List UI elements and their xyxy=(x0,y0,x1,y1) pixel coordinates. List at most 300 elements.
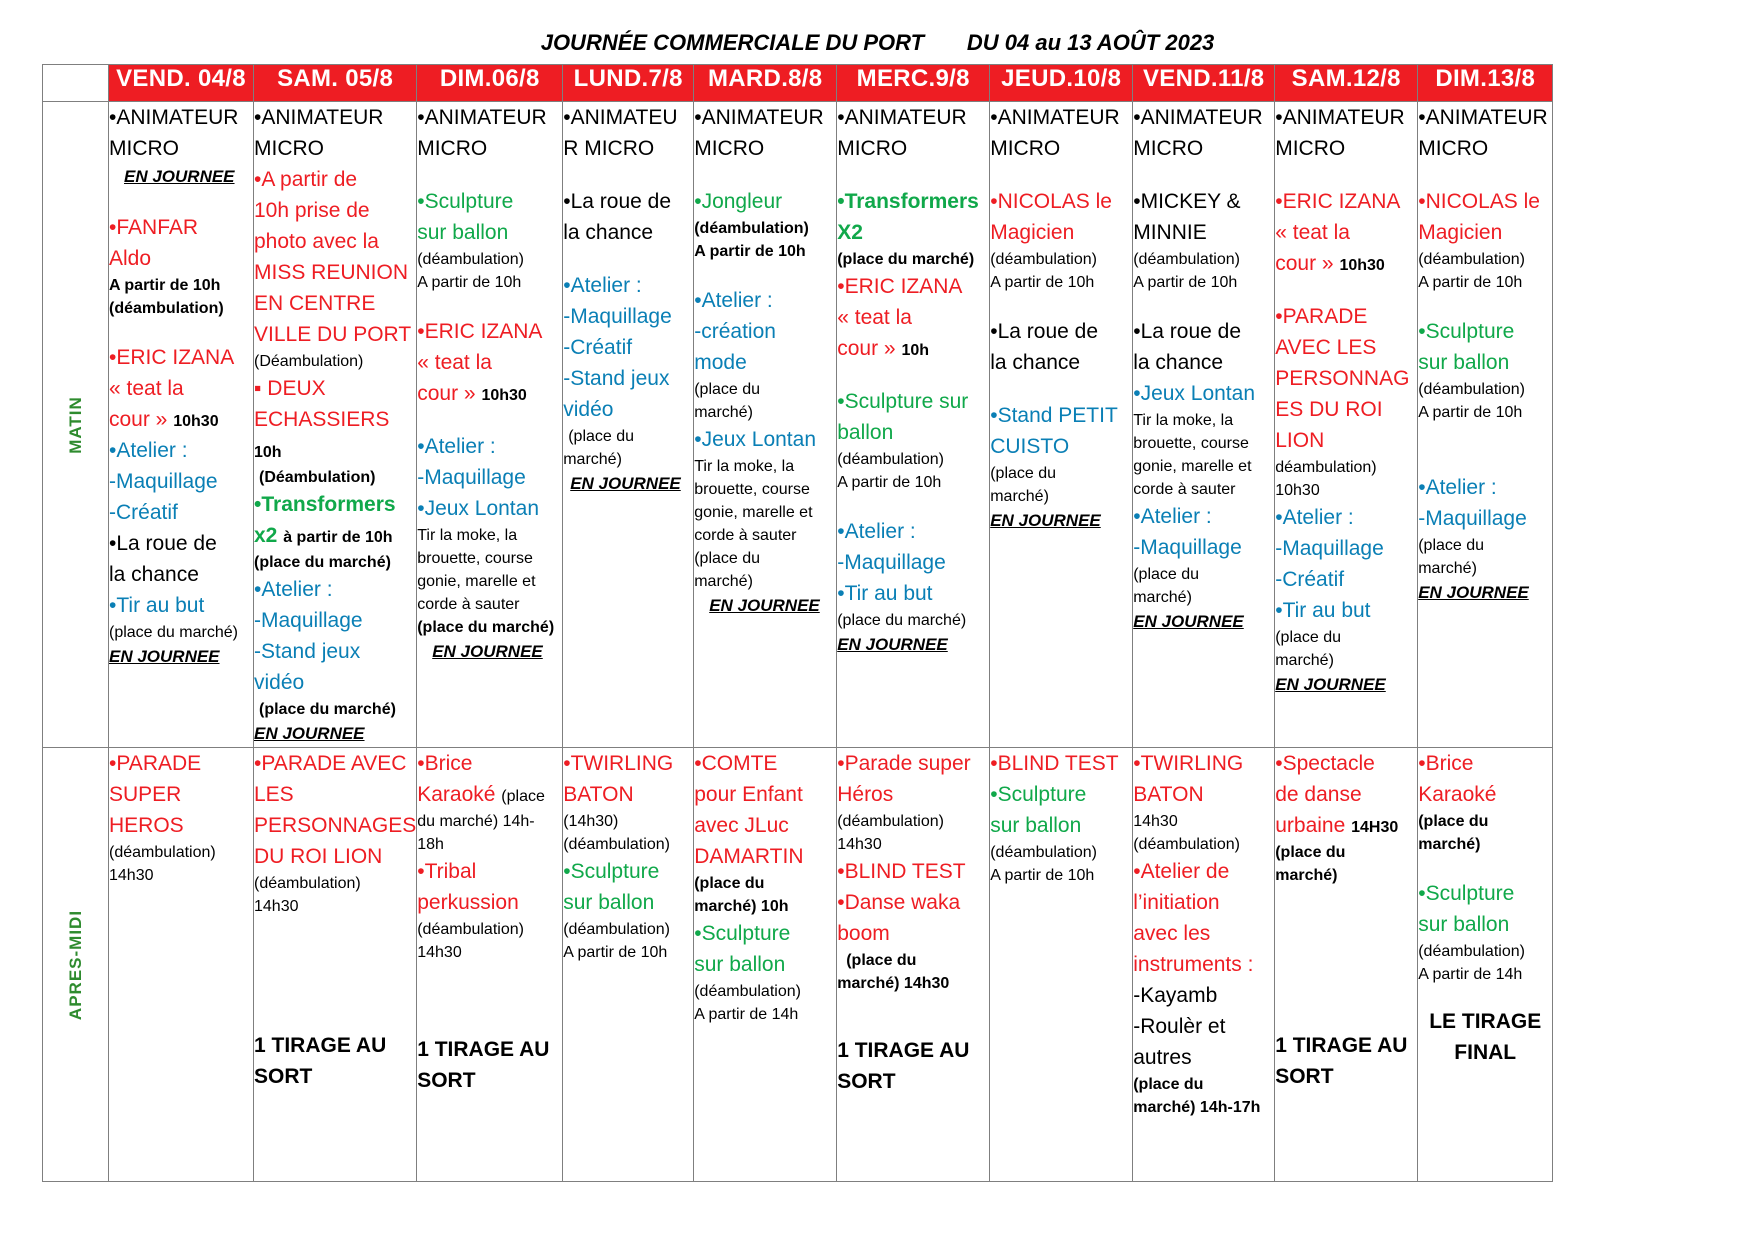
entry-time: 14H30 xyxy=(1351,819,1399,836)
entry: MICRO xyxy=(694,137,765,160)
entry: Magicien xyxy=(1418,221,1503,244)
entry: MICRO xyxy=(1133,137,1204,160)
en-journee: EN JOURNEE xyxy=(432,642,543,661)
entry: -Maquillage xyxy=(563,305,672,328)
entry: « teat la xyxy=(109,377,184,400)
entry-time: 10h xyxy=(254,444,282,461)
entry: -Maquillage xyxy=(109,470,218,493)
entry: R MICRO xyxy=(563,137,655,160)
entry-time: à partir de 10h xyxy=(283,529,393,546)
entry: Tir la moke, la xyxy=(1133,412,1234,429)
entry: 14h30 xyxy=(254,898,299,915)
entry: MICRO xyxy=(109,137,179,160)
entry: -Roulèr et xyxy=(1133,1015,1226,1038)
entry: brouette, course xyxy=(694,481,810,498)
header-row xyxy=(43,65,1553,102)
entry: (place du xyxy=(694,381,761,398)
entry: (déambulation) xyxy=(990,844,1097,861)
entry: (déambulation) xyxy=(694,983,801,1000)
entry: (déambulation) xyxy=(563,921,670,938)
entry: CUISTO xyxy=(990,435,1070,458)
morning-label-cell xyxy=(43,102,109,748)
entry: • ANIMATEUR xyxy=(109,102,253,133)
entry: -Maquillage xyxy=(417,466,526,489)
afternoon-cell-day5 xyxy=(694,748,837,1182)
morning-cell-day7 xyxy=(990,102,1133,748)
entry: (place du xyxy=(568,428,635,445)
entry: (déambulation) xyxy=(694,220,809,237)
entry: • Atelier : xyxy=(109,435,253,466)
entry: • Atelier : xyxy=(254,574,416,605)
morning-cell-day6 xyxy=(837,102,990,748)
entry: 14h30 xyxy=(417,944,462,961)
entry: sur ballon xyxy=(563,891,655,914)
entry: ▪ DEUX xyxy=(254,377,326,400)
entry: marché) xyxy=(990,488,1049,505)
entry: (place du marché) xyxy=(837,612,967,629)
entry: (déambulation) xyxy=(1418,381,1525,398)
entry: • Sculpture xyxy=(563,856,693,887)
entry: avec les xyxy=(1133,922,1211,945)
entry: DAMARTIN xyxy=(694,845,804,868)
entry: gonie, marelle et xyxy=(417,573,536,590)
entry: ES DU ROI xyxy=(1275,398,1383,421)
square-bullet-icon: ▪ xyxy=(254,377,262,400)
tirage-text: 1 TIRAGE AU xyxy=(837,1039,970,1062)
entry: • PARADE xyxy=(1275,301,1417,332)
entry: Tir la moke, la xyxy=(417,527,518,544)
entry: -Créatif xyxy=(109,501,178,524)
entry: sur ballon xyxy=(694,953,786,976)
afternoon-row xyxy=(43,748,1553,1182)
morning-cell-day10 xyxy=(1418,102,1553,748)
entry: marché) xyxy=(1275,652,1334,669)
en-journee: EN JOURNEE xyxy=(1275,675,1386,694)
entry: MICRO xyxy=(254,137,324,160)
entry: (14h30) xyxy=(563,813,619,830)
entry: (déambulation) xyxy=(109,844,216,861)
entry: A partir de 10h xyxy=(837,474,942,491)
entry: perkussion xyxy=(417,891,519,914)
en-journee: EN JOURNEE xyxy=(709,596,820,615)
en-journee: EN JOURNEE xyxy=(109,647,220,666)
en-journee: EN JOURNEE xyxy=(837,635,948,654)
entry: A partir de 14h xyxy=(694,1006,799,1023)
entry: (place du xyxy=(990,465,1057,482)
entry: • Parade super xyxy=(837,748,989,779)
entry: pour Enfant xyxy=(694,783,803,806)
entry: • La roue de xyxy=(563,186,693,217)
entry: • Tir au but xyxy=(109,590,253,621)
entry: A partir de 10h xyxy=(1133,274,1238,291)
day-header: SAM.12/8 xyxy=(1275,65,1418,102)
morning-cell-day8 xyxy=(1133,102,1275,748)
entry: (place du xyxy=(1275,629,1342,646)
day-header: DIM.06/8 xyxy=(417,65,563,102)
entry: corde à sauter xyxy=(694,527,797,544)
entry: • Atelier : xyxy=(1275,502,1417,533)
entry: (déambulation) xyxy=(1133,836,1240,853)
entry: • Brice xyxy=(417,752,472,775)
entry: Karaoké xyxy=(1418,783,1497,806)
entry: • ANIMATEU xyxy=(563,102,693,133)
en-journee: EN JOURNEE xyxy=(254,724,365,743)
entry: • ANIMATEUR xyxy=(694,102,836,133)
entry: • Jeux Lontan xyxy=(694,424,836,455)
entry: ECHASSIERS xyxy=(254,408,390,431)
entry: • ERIC IZANA xyxy=(837,271,989,302)
entry: marché) xyxy=(1133,589,1192,606)
entry: sur ballon xyxy=(417,221,509,244)
entry: X2 xyxy=(837,221,863,244)
afternoon-cell-day10 xyxy=(1418,748,1553,1182)
entry: (déambulation) xyxy=(1133,251,1240,268)
afternoon-label: APRES-MIDI xyxy=(65,909,85,1020)
entry: brouette, course xyxy=(417,550,533,567)
entry: (Déambulation) xyxy=(254,353,364,370)
entry: corde à sauter xyxy=(1133,481,1236,498)
afternoon-cell-day4 xyxy=(563,748,694,1182)
day-header: DIM.13/8 xyxy=(1418,65,1553,102)
entry: • ANIMATEUR xyxy=(1418,102,1552,133)
entry: A partir de 10h xyxy=(990,274,1095,291)
morning-cell-day3 xyxy=(417,102,563,748)
entry: BATON xyxy=(563,783,634,806)
entry: • ANIMATEUR xyxy=(254,102,416,133)
entry: (place du xyxy=(846,952,917,969)
entry: cour » xyxy=(417,382,476,405)
entry: la chance xyxy=(990,351,1081,374)
entry: sur ballon xyxy=(1418,913,1510,936)
entry: (place du marché) xyxy=(417,619,555,636)
entry: EN CENTRE xyxy=(254,292,376,315)
entry: autres xyxy=(1133,1046,1192,1069)
entry: avec JLuc xyxy=(694,814,789,837)
entry: (Déambulation) xyxy=(259,469,376,486)
entry: LES xyxy=(254,783,294,806)
entry: • TWIRLING xyxy=(563,748,693,779)
entry: cour » xyxy=(109,408,168,431)
entry: x2 xyxy=(254,524,278,547)
entry: la chance xyxy=(1133,351,1224,374)
tirage-text: SORT xyxy=(1275,1065,1334,1088)
entry: • MICKEY & xyxy=(1133,186,1274,217)
entry: • ANIMATEUR xyxy=(837,102,989,133)
entry: sur ballon xyxy=(990,814,1082,837)
entry: • Sculpture xyxy=(417,186,562,217)
en-journee: EN JOURNEE xyxy=(1418,583,1529,602)
tirage-text: SORT xyxy=(254,1065,313,1088)
entry: gonie, marelle et xyxy=(1133,458,1252,475)
entry: instruments : xyxy=(1133,953,1254,976)
entry: HEROS xyxy=(109,814,184,837)
entry: 14h30 xyxy=(1133,813,1178,830)
entry: cour » xyxy=(1275,252,1334,275)
entry: • A partir de xyxy=(254,164,416,195)
tirage-text: 1 TIRAGE AU xyxy=(1275,1034,1408,1057)
entry: • La roue de xyxy=(1133,316,1274,347)
entry: PERSONNAGES xyxy=(254,814,417,837)
entry: boom xyxy=(837,922,890,945)
entry-time: 10h30 xyxy=(481,387,527,404)
entry: • Atelier de xyxy=(1133,856,1274,887)
entry: MICRO xyxy=(837,137,908,160)
entry: • Sculpture sur xyxy=(837,386,989,417)
tirage-text: 1 TIRAGE AU xyxy=(417,1038,550,1061)
day-header: SAM. 05/8 xyxy=(254,65,417,102)
entry: A partir de 10h xyxy=(109,277,221,294)
entry: la chance xyxy=(109,563,199,586)
day-header: MERC.9/8 xyxy=(837,65,990,102)
entry: BATON xyxy=(1133,783,1204,806)
entry: (place du xyxy=(1418,537,1485,554)
en-journee: EN JOURNEE xyxy=(570,474,681,493)
entry: • Atelier : xyxy=(563,270,693,301)
day-header: LUND.7/8 xyxy=(563,65,694,102)
entry: MICRO xyxy=(417,137,488,160)
entry: (place du xyxy=(1275,844,1346,861)
page-title: JOURNÉE COMMERCIALE DU PORT DU 04 au 13 AOÛT 2023 xyxy=(540,30,1215,55)
entry: (déambulation) xyxy=(417,921,524,938)
entry: marché) xyxy=(1418,560,1477,577)
entry: • Tir au but xyxy=(837,578,989,609)
entry: A partir de 10h xyxy=(417,274,522,291)
entry: marché) xyxy=(694,573,753,590)
entry: (place du marché) xyxy=(254,554,391,571)
entry: (place du marché) xyxy=(109,624,238,641)
entry: • Jongleur xyxy=(694,186,836,217)
entry: corde à sauter xyxy=(417,596,520,613)
entry: • Sculpture xyxy=(1418,316,1552,347)
entry: (place du xyxy=(1133,1076,1204,1093)
entry: PERSONNAG xyxy=(1275,367,1410,390)
entry: Karaoké xyxy=(417,783,496,806)
entry: • Sculpture xyxy=(990,779,1132,810)
entry: 14h30 xyxy=(109,867,154,884)
entry: (déambulation) xyxy=(417,251,524,268)
entry: Tir la moke, la xyxy=(694,458,795,475)
entry: MISS REUNION xyxy=(254,261,409,284)
entry: • ANIMATEUR xyxy=(1275,102,1417,133)
entry: • Stand PETIT xyxy=(990,400,1132,431)
tirage-text: SORT xyxy=(417,1069,476,1092)
entry: • Spectacle xyxy=(1275,748,1417,779)
entry: photo avec la xyxy=(254,230,379,253)
afternoon-label-cell xyxy=(43,748,109,1182)
entry: (place du xyxy=(1418,813,1489,830)
entry: A partir de 10h xyxy=(990,867,1095,884)
entry: déambulation) xyxy=(1275,459,1377,476)
entry: • ERIC IZANA xyxy=(417,316,562,347)
entry: • Atelier : xyxy=(1418,472,1552,503)
entry: 10h30 xyxy=(1275,482,1320,499)
entry: -Stand jeux xyxy=(254,640,361,663)
entry: de danse xyxy=(1275,783,1362,806)
entry: -création xyxy=(694,320,776,343)
entry: -Maquillage xyxy=(1133,536,1242,559)
entry: « teat la xyxy=(837,306,912,329)
entry: • TWIRLING xyxy=(1133,748,1274,779)
entry: • Sculpture xyxy=(1418,878,1552,909)
day-header: VEND.11/8 xyxy=(1133,65,1275,102)
entry: -Créatif xyxy=(1275,568,1345,591)
entry: VILLE DU PORT xyxy=(254,323,412,346)
entry: « teat la xyxy=(417,351,492,374)
day-header: MARD.8/8 xyxy=(694,65,837,102)
afternoon-cell-day9 xyxy=(1275,748,1418,1182)
entry: MICRO xyxy=(990,137,1061,160)
en-journee: EN JOURNEE xyxy=(990,511,1101,530)
entry: cour » xyxy=(837,337,896,360)
entry: • BLIND TEST xyxy=(990,748,1132,779)
entry: Magicien xyxy=(990,221,1075,244)
entry: • ERIC IZANA xyxy=(1275,186,1417,217)
entry: Aldo xyxy=(109,247,152,270)
entry: (place du xyxy=(694,550,761,567)
entry: (déambulation) xyxy=(109,300,224,317)
entry: • Atelier : xyxy=(694,285,836,316)
entry: -Maquillage xyxy=(837,551,946,574)
tirage-text: SORT xyxy=(837,1070,896,1093)
entry-time: 10h xyxy=(901,342,930,359)
morning-cell-day5 xyxy=(694,102,837,748)
entry-time: 10h30 xyxy=(173,413,219,430)
entry: • Atelier : xyxy=(1133,501,1274,532)
entry: la chance xyxy=(563,221,654,244)
entry: marché) xyxy=(563,451,622,468)
morning-cell-day9 xyxy=(1275,102,1418,748)
entry: • BLIND TEST xyxy=(837,856,989,887)
entry: A partir de 10h xyxy=(694,243,806,260)
entry: (place du xyxy=(1133,566,1200,583)
entry: LION xyxy=(1275,429,1325,452)
entry: -Créatif xyxy=(563,336,633,359)
entry: brouette, course xyxy=(1133,435,1249,452)
entry: • Transformers xyxy=(254,489,416,520)
entry: • ANIMATEUR xyxy=(417,102,562,133)
entry: (déambulation) xyxy=(563,836,670,853)
morning-cell-day1 xyxy=(109,102,254,748)
morning-cell-day4 xyxy=(563,102,694,748)
entry: -Stand jeux xyxy=(563,367,670,390)
entry: (déambulation) xyxy=(990,251,1097,268)
entry: • FANFAR xyxy=(109,212,253,243)
entry: MICRO xyxy=(1418,137,1489,160)
entry: (place du marché) xyxy=(837,251,975,268)
entry: • La roue de xyxy=(109,528,253,559)
en-journee: EN JOURNEE xyxy=(1133,612,1244,631)
entry: A partir de 10h xyxy=(1418,274,1523,291)
entry: marché) 14h30 xyxy=(837,975,950,992)
afternoon-cell-day2 xyxy=(254,748,417,1182)
entry: • Jeux Lontan xyxy=(417,493,562,524)
corner-cell xyxy=(43,65,109,102)
entry: • Sculpture xyxy=(694,918,836,949)
entry: • COMTE xyxy=(694,748,836,779)
entry: • Danse waka xyxy=(837,887,989,918)
entry: • Atelier : xyxy=(837,516,989,547)
afternoon-cell-day6 xyxy=(837,748,990,1182)
entry: marché) xyxy=(1418,836,1481,853)
entry: • Atelier : xyxy=(417,431,562,462)
entry: 14h30 xyxy=(837,836,882,853)
entry: -Maquillage xyxy=(1275,537,1384,560)
entry: • PARADE AVEC xyxy=(254,748,416,779)
entry: marché) 14h-17h xyxy=(1133,1099,1261,1116)
entry: vidéo xyxy=(254,671,305,694)
entry: ballon xyxy=(837,421,894,444)
afternoon-cell-day1 xyxy=(109,748,254,1182)
entry: Héros xyxy=(837,783,894,806)
entry: MICRO xyxy=(1275,137,1346,160)
entry: • Jeux Lontan xyxy=(1133,378,1274,409)
entry: • Transformers xyxy=(837,186,989,217)
entry: • PARADE xyxy=(109,748,253,779)
entry: du marché) 14h- xyxy=(417,813,535,830)
tirage-text: FINAL xyxy=(1454,1041,1517,1064)
entry: • Tribal xyxy=(417,856,562,887)
entry: l’initiation xyxy=(1133,891,1220,914)
morning-label: MATIN xyxy=(65,395,85,454)
entry: • ANIMATEUR xyxy=(990,102,1132,133)
tirage-text: 1 TIRAGE AU xyxy=(254,1034,387,1057)
entry: • NICOLAS le xyxy=(1418,186,1552,217)
entry: (déambulation) xyxy=(254,875,361,892)
entry: • Brice xyxy=(1418,748,1552,779)
entry: • La roue de xyxy=(990,316,1132,347)
entry: (place du xyxy=(694,875,765,892)
entry: « teat la xyxy=(1275,221,1350,244)
entry: urbaine xyxy=(1275,814,1346,837)
entry: A partir de 10h xyxy=(1418,404,1523,421)
entry: AVEC LES xyxy=(1275,336,1377,359)
schedule-table xyxy=(42,64,1553,1182)
morning-cell-day2 xyxy=(254,102,417,748)
morning-row xyxy=(43,102,1553,748)
afternoon-cell-day7 xyxy=(990,748,1133,1182)
entry: (place xyxy=(501,788,545,805)
entry: (place du marché) xyxy=(259,701,396,718)
entry: sur ballon xyxy=(1418,351,1510,374)
day-header: JEUD.10/8 xyxy=(990,65,1133,102)
entry: DU ROI LION xyxy=(254,845,383,868)
entry: gonie, marelle et xyxy=(694,504,813,521)
entry: (déambulation) xyxy=(837,451,944,468)
tirage-text: LE TIRAGE xyxy=(1429,1010,1542,1033)
entry-time: 10h30 xyxy=(1339,257,1385,274)
entry: A partir de 10h xyxy=(563,944,668,961)
entry: vidéo xyxy=(563,398,614,421)
entry: -Maquillage xyxy=(1418,507,1527,530)
entry: mode xyxy=(694,351,747,374)
entry: SUPER xyxy=(109,783,182,806)
entry: -Maquillage xyxy=(254,609,363,632)
entry: marché) 10h xyxy=(694,898,789,915)
entry: marché) xyxy=(1275,867,1338,884)
afternoon-cell-day8 xyxy=(1133,748,1275,1182)
entry: (déambulation) xyxy=(837,813,944,830)
entry: (déambulation) xyxy=(1418,943,1525,960)
entry: MINNIE xyxy=(1133,221,1207,244)
entry: marché) xyxy=(694,404,753,421)
day-header: VEND. 04/8 xyxy=(109,65,254,102)
entry: 10h prise de xyxy=(254,199,370,222)
afternoon-cell-day3 xyxy=(417,748,563,1182)
entry: (déambulation) xyxy=(1418,251,1525,268)
entry: • Tir au but xyxy=(1275,595,1417,626)
entry: 18h xyxy=(417,836,444,853)
entry: • NICOLAS le xyxy=(990,186,1132,217)
